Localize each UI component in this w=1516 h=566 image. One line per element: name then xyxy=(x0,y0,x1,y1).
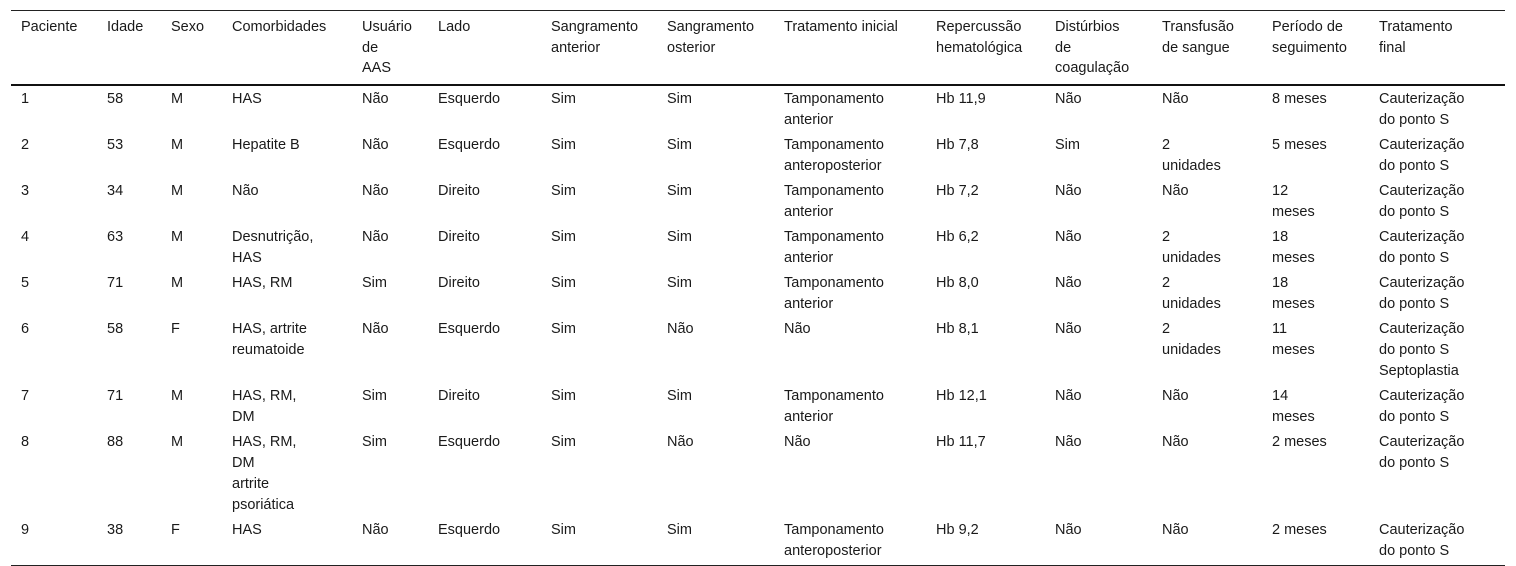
cell-sexo xyxy=(161,517,222,566)
cell-sangramento-posterior xyxy=(657,132,774,178)
cell-value: Não xyxy=(1055,90,1082,107)
cell-value: 12 meses xyxy=(1272,182,1315,220)
cell-repercussao-hematologica xyxy=(926,517,1045,566)
cell-value: Cauterização do ponto S xyxy=(1379,182,1465,220)
cell-value: 2 unidades xyxy=(1162,228,1221,266)
cell-tratamento-inicial xyxy=(774,383,926,429)
cell-value: 8 xyxy=(21,433,30,450)
table-row xyxy=(11,316,1505,383)
cell-repercussao-hematologica xyxy=(926,270,1045,316)
cell-value: 14 meses xyxy=(1272,387,1315,425)
cell-sexo xyxy=(161,85,222,132)
cell-disturbios-coagulacao xyxy=(1045,178,1152,224)
cell-sangramento-posterior xyxy=(657,224,774,270)
cell-value: F xyxy=(171,320,180,337)
cell-value: 18 meses xyxy=(1272,228,1315,266)
header-label: Repercussão hematológica xyxy=(936,19,1023,56)
cell-comorbidades xyxy=(222,517,352,566)
cell-sexo xyxy=(161,316,222,383)
header-lado xyxy=(428,11,541,85)
cell-value: Sim xyxy=(667,274,692,291)
cell-value: Cauterização do ponto S xyxy=(1379,387,1465,425)
cell-value: Hb 12,1 xyxy=(936,387,987,404)
cell-value: 5 xyxy=(21,274,30,291)
cell-value: 6 xyxy=(21,320,30,337)
cell-idade xyxy=(97,316,161,383)
cell-value: Não xyxy=(1162,521,1189,538)
cell-usuario-aas xyxy=(352,383,428,429)
cell-usuario-aas xyxy=(352,178,428,224)
cell-repercussao-hematologica xyxy=(926,429,1045,517)
cell-value: Direito xyxy=(438,387,480,404)
cell-value: Não xyxy=(1055,182,1082,199)
cell-value: Cauterização do ponto S xyxy=(1379,228,1465,266)
cell-sexo xyxy=(161,270,222,316)
header-label: Tratamento final xyxy=(1379,19,1453,56)
cell-transfusao-sangue xyxy=(1152,429,1262,517)
cell-disturbios-coagulacao xyxy=(1045,85,1152,132)
cell-value: Cauterização do ponto S xyxy=(1379,521,1465,559)
cell-usuario-aas xyxy=(352,316,428,383)
cell-value: 1 xyxy=(21,90,30,107)
cell-disturbios-coagulacao xyxy=(1045,517,1152,566)
cell-idade xyxy=(97,224,161,270)
cell-paciente xyxy=(11,178,97,224)
cell-value: 2 unidades xyxy=(1162,320,1221,358)
header-sangramento-anterior xyxy=(541,11,657,85)
cell-paciente xyxy=(11,429,97,517)
cell-transfusao-sangue xyxy=(1152,85,1262,132)
cell-value: Sim xyxy=(362,274,387,291)
cell-comorbidades xyxy=(222,429,352,517)
cell-value: Sim xyxy=(551,387,576,404)
cell-value: Tamponamento anterior xyxy=(784,182,884,220)
cell-value: Cauterização do ponto S Septoplastia xyxy=(1379,320,1465,379)
cell-value: Sim xyxy=(551,136,576,153)
cell-value: Não xyxy=(362,182,389,199)
cell-sangramento-posterior xyxy=(657,316,774,383)
cell-value: Hb 9,2 xyxy=(936,521,979,538)
cell-value: 2 xyxy=(21,136,30,153)
cell-value: 58 xyxy=(107,320,124,337)
cell-tratamento-inicial xyxy=(774,224,926,270)
cell-usuario-aas xyxy=(352,132,428,178)
cell-disturbios-coagulacao xyxy=(1045,224,1152,270)
header-label: Sangramento anterior xyxy=(551,19,639,56)
cell-usuario-aas xyxy=(352,270,428,316)
cell-idade xyxy=(97,383,161,429)
cell-sangramento-anterior xyxy=(541,224,657,270)
cell-sexo xyxy=(161,178,222,224)
cell-sangramento-anterior xyxy=(541,132,657,178)
cell-value: M xyxy=(171,136,184,153)
cell-disturbios-coagulacao xyxy=(1045,316,1152,383)
cell-periodo-seguimento xyxy=(1262,429,1369,517)
cell-transfusao-sangue xyxy=(1152,316,1262,383)
cell-value: 5 meses xyxy=(1272,136,1327,153)
cell-paciente xyxy=(11,383,97,429)
cell-value: Não xyxy=(362,90,389,107)
cell-tratamento-inicial xyxy=(774,517,926,566)
cell-value: Tamponamento anterior xyxy=(784,387,884,425)
patient-table xyxy=(11,10,1505,566)
cell-value: Não xyxy=(1162,433,1189,450)
cell-usuario-aas xyxy=(352,85,428,132)
header-idade xyxy=(97,11,161,85)
cell-tratamento-final xyxy=(1369,178,1505,224)
cell-value: Desnutrição, HAS xyxy=(232,228,314,266)
cell-value: 18 meses xyxy=(1272,274,1315,312)
cell-value: M xyxy=(171,433,184,450)
cell-tratamento-final xyxy=(1369,517,1505,566)
cell-value: Não xyxy=(1055,228,1082,245)
cell-repercussao-hematologica xyxy=(926,132,1045,178)
cell-value: 34 xyxy=(107,182,124,199)
table-body xyxy=(11,85,1505,566)
cell-comorbidades xyxy=(222,178,352,224)
cell-value: Cauterização do ponto S xyxy=(1379,433,1465,471)
cell-value: Sim xyxy=(667,228,692,245)
header-comorbidades xyxy=(222,11,352,85)
cell-value: Sim xyxy=(362,387,387,404)
cell-value: Hb 11,7 xyxy=(936,433,986,450)
cell-sexo xyxy=(161,224,222,270)
header-label: Distúrbios de coagulação xyxy=(1055,19,1130,76)
cell-value: Não xyxy=(1162,90,1189,107)
cell-periodo-seguimento xyxy=(1262,224,1369,270)
cell-value: Hepatite B xyxy=(232,136,300,153)
cell-idade xyxy=(97,85,161,132)
cell-value: 63 xyxy=(107,228,124,245)
header-label: Lado xyxy=(438,19,471,35)
cell-value: Sim xyxy=(551,433,576,450)
cell-value: 3 xyxy=(21,182,30,199)
cell-value: Esquerdo xyxy=(438,90,501,107)
cell-sangramento-anterior xyxy=(541,429,657,517)
cell-value: HAS xyxy=(232,90,262,107)
cell-comorbidades xyxy=(222,224,352,270)
cell-value: Hb 8,1 xyxy=(936,320,979,337)
header-label: Comorbidades xyxy=(232,19,327,35)
cell-paciente xyxy=(11,85,97,132)
cell-sangramento-anterior xyxy=(541,178,657,224)
cell-value: 53 xyxy=(107,136,124,153)
cell-idade xyxy=(97,429,161,517)
cell-value: Não xyxy=(362,320,389,337)
cell-sexo xyxy=(161,132,222,178)
header-usuario-aas xyxy=(352,11,428,85)
cell-disturbios-coagulacao xyxy=(1045,132,1152,178)
cell-value: Sim xyxy=(1055,136,1080,153)
cell-sangramento-anterior xyxy=(541,517,657,566)
cell-lado xyxy=(428,224,541,270)
table-row xyxy=(11,178,1505,224)
cell-value: 88 xyxy=(107,433,124,450)
header-label: Sangramento osterior xyxy=(667,19,755,56)
header-tratamento-inicial xyxy=(774,11,926,85)
cell-value: HAS, RM, DM xyxy=(232,387,297,425)
cell-tratamento-final xyxy=(1369,85,1505,132)
table-row xyxy=(11,132,1505,178)
header-transfusao-sangue xyxy=(1152,11,1262,85)
cell-value: Tamponamento anterior xyxy=(784,90,884,128)
table-row xyxy=(11,517,1505,566)
cell-usuario-aas xyxy=(352,429,428,517)
cell-value: HAS xyxy=(232,521,262,538)
cell-value: Sim xyxy=(362,433,387,450)
cell-sangramento-posterior xyxy=(657,85,774,132)
header-label: Sexo xyxy=(171,19,205,35)
cell-value: Não xyxy=(667,433,694,450)
header-label: Tratamento inicial xyxy=(784,19,898,35)
cell-value: Não xyxy=(1055,521,1082,538)
cell-comorbidades xyxy=(222,383,352,429)
cell-value: Não xyxy=(1162,387,1189,404)
header-tratamento-final xyxy=(1369,11,1505,85)
cell-value: Hb 7,2 xyxy=(936,182,979,199)
cell-disturbios-coagulacao xyxy=(1045,270,1152,316)
cell-idade xyxy=(97,132,161,178)
cell-value: Tamponamento anteroposterior xyxy=(784,136,884,174)
header-paciente xyxy=(11,11,97,85)
cell-tratamento-final xyxy=(1369,132,1505,178)
cell-sangramento-posterior xyxy=(657,383,774,429)
cell-value: 9 xyxy=(21,521,30,538)
cell-value: Não xyxy=(362,136,389,153)
header-label: Usuário de AAS xyxy=(362,19,412,76)
cell-tratamento-inicial xyxy=(774,85,926,132)
cell-repercussao-hematologica xyxy=(926,85,1045,132)
cell-tratamento-inicial xyxy=(774,429,926,517)
cell-sangramento-posterior xyxy=(657,429,774,517)
cell-value: Hb 7,8 xyxy=(936,136,979,153)
header-row xyxy=(11,11,1505,85)
cell-comorbidades xyxy=(222,316,352,383)
cell-lado xyxy=(428,429,541,517)
cell-transfusao-sangue xyxy=(1152,132,1262,178)
table-row xyxy=(11,383,1505,429)
cell-idade xyxy=(97,270,161,316)
cell-comorbidades xyxy=(222,85,352,132)
cell-repercussao-hematologica xyxy=(926,178,1045,224)
cell-lado xyxy=(428,517,541,566)
cell-comorbidades xyxy=(222,132,352,178)
cell-lado xyxy=(428,85,541,132)
cell-sangramento-anterior xyxy=(541,316,657,383)
cell-tratamento-final xyxy=(1369,270,1505,316)
cell-periodo-seguimento xyxy=(1262,517,1369,566)
cell-usuario-aas xyxy=(352,224,428,270)
cell-value: Sim xyxy=(667,521,692,538)
cell-value: Direito xyxy=(438,274,480,291)
cell-paciente xyxy=(11,270,97,316)
cell-periodo-seguimento xyxy=(1262,316,1369,383)
cell-value: 8 meses xyxy=(1272,90,1327,107)
cell-value: Não xyxy=(1055,433,1082,450)
cell-transfusao-sangue xyxy=(1152,178,1262,224)
cell-tratamento-inicial xyxy=(774,316,926,383)
cell-value: 58 xyxy=(107,90,124,107)
cell-lado xyxy=(428,132,541,178)
cell-lado xyxy=(428,270,541,316)
cell-value: Sim xyxy=(551,228,576,245)
cell-value: Hb 8,0 xyxy=(936,274,979,291)
header-label: Idade xyxy=(107,19,144,35)
cell-paciente xyxy=(11,132,97,178)
cell-sangramento-anterior xyxy=(541,270,657,316)
cell-value: 11 meses xyxy=(1272,320,1315,358)
cell-value: F xyxy=(171,521,180,538)
cell-tratamento-final xyxy=(1369,224,1505,270)
cell-value: Não xyxy=(1055,274,1082,291)
cell-value: HAS, RM, DM artrite psoriática xyxy=(232,433,297,513)
header-disturbios-coagulacao xyxy=(1045,11,1152,85)
cell-value: Não xyxy=(1055,320,1082,337)
cell-value: HAS, artrite reumatoide xyxy=(232,320,307,358)
cell-usuario-aas xyxy=(352,517,428,566)
cell-value: M xyxy=(171,274,184,291)
cell-value: HAS, RM xyxy=(232,274,293,291)
cell-value: Hb 11,9 xyxy=(936,90,986,107)
cell-value: 2 meses xyxy=(1272,433,1327,450)
cell-value: Direito xyxy=(438,228,480,245)
cell-value: M xyxy=(171,182,184,199)
header-label: Paciente xyxy=(21,19,78,35)
cell-tratamento-final xyxy=(1369,316,1505,383)
cell-value: 7 xyxy=(21,387,30,404)
cell-sangramento-posterior xyxy=(657,517,774,566)
header-periodo-seguimento xyxy=(1262,11,1369,85)
cell-value: Hb 6,2 xyxy=(936,228,979,245)
cell-value: 71 xyxy=(107,387,124,404)
table-row xyxy=(11,85,1505,132)
cell-value: 2 unidades xyxy=(1162,274,1221,312)
cell-value: Sim xyxy=(551,521,576,538)
cell-sexo xyxy=(161,429,222,517)
cell-value: Esquerdo xyxy=(438,320,501,337)
cell-sangramento-posterior xyxy=(657,178,774,224)
cell-value: Não xyxy=(1055,387,1082,404)
table-row xyxy=(11,270,1505,316)
cell-paciente xyxy=(11,517,97,566)
cell-transfusao-sangue xyxy=(1152,383,1262,429)
cell-value: Esquerdo xyxy=(438,521,501,538)
cell-value: Esquerdo xyxy=(438,433,501,450)
cell-value: Não xyxy=(232,182,259,199)
cell-disturbios-coagulacao xyxy=(1045,383,1152,429)
header-sangramento-posterior xyxy=(657,11,774,85)
table-row xyxy=(11,429,1505,517)
header-label: Transfusão de sangue xyxy=(1162,19,1234,56)
cell-value: 4 xyxy=(21,228,30,245)
cell-periodo-seguimento xyxy=(1262,383,1369,429)
cell-value: Tamponamento anterior xyxy=(784,228,884,266)
cell-value: 2 unidades xyxy=(1162,136,1221,174)
cell-disturbios-coagulacao xyxy=(1045,429,1152,517)
cell-repercussao-hematologica xyxy=(926,224,1045,270)
table-row xyxy=(11,224,1505,270)
cell-value: Sim xyxy=(551,274,576,291)
cell-value: Direito xyxy=(438,182,480,199)
cell-transfusao-sangue xyxy=(1152,517,1262,566)
cell-value: M xyxy=(171,387,184,404)
cell-periodo-seguimento xyxy=(1262,270,1369,316)
cell-lado xyxy=(428,316,541,383)
cell-value: Sim xyxy=(551,182,576,199)
cell-value: M xyxy=(171,90,184,107)
cell-comorbidades xyxy=(222,270,352,316)
cell-value: Não xyxy=(1162,182,1189,199)
cell-sangramento-anterior xyxy=(541,85,657,132)
cell-idade xyxy=(97,178,161,224)
cell-value: Sim xyxy=(667,387,692,404)
cell-tratamento-final xyxy=(1369,429,1505,517)
cell-periodo-seguimento xyxy=(1262,132,1369,178)
cell-lado xyxy=(428,178,541,224)
cell-value: M xyxy=(171,228,184,245)
cell-tratamento-inicial xyxy=(774,132,926,178)
cell-repercussao-hematologica xyxy=(926,383,1045,429)
cell-value: Não xyxy=(784,320,811,337)
cell-repercussao-hematologica xyxy=(926,316,1045,383)
cell-value: Não xyxy=(667,320,694,337)
cell-value: Cauterização do ponto S xyxy=(1379,90,1465,128)
cell-value: 38 xyxy=(107,521,124,538)
cell-value: 71 xyxy=(107,274,124,291)
patient-table-container xyxy=(11,10,1505,566)
cell-value: Sim xyxy=(667,182,692,199)
cell-periodo-seguimento xyxy=(1262,85,1369,132)
cell-sexo xyxy=(161,383,222,429)
cell-paciente xyxy=(11,316,97,383)
cell-periodo-seguimento xyxy=(1262,178,1369,224)
cell-paciente xyxy=(11,224,97,270)
cell-value: Não xyxy=(362,228,389,245)
header-label: Período de seguimento xyxy=(1272,19,1347,56)
cell-value: Não xyxy=(784,433,811,450)
cell-value: Tamponamento anterior xyxy=(784,274,884,312)
cell-value: Sim xyxy=(551,90,576,107)
cell-transfusao-sangue xyxy=(1152,224,1262,270)
cell-value: 2 meses xyxy=(1272,521,1327,538)
cell-value: Sim xyxy=(551,320,576,337)
cell-value: Tamponamento anteroposterior xyxy=(784,521,884,559)
cell-sangramento-posterior xyxy=(657,270,774,316)
cell-sangramento-anterior xyxy=(541,383,657,429)
cell-value: Esquerdo xyxy=(438,136,501,153)
cell-tratamento-inicial xyxy=(774,178,926,224)
cell-idade xyxy=(97,517,161,566)
header-repercussao-hematologica xyxy=(926,11,1045,85)
cell-value: Sim xyxy=(667,136,692,153)
cell-tratamento-inicial xyxy=(774,270,926,316)
header-sexo xyxy=(161,11,222,85)
cell-lado xyxy=(428,383,541,429)
cell-tratamento-final xyxy=(1369,383,1505,429)
cell-value: Cauterização do ponto S xyxy=(1379,136,1465,174)
cell-value: Cauterização do ponto S xyxy=(1379,274,1465,312)
cell-transfusao-sangue xyxy=(1152,270,1262,316)
table-header xyxy=(11,11,1505,85)
cell-value: Sim xyxy=(667,90,692,107)
cell-value: Não xyxy=(362,521,389,538)
